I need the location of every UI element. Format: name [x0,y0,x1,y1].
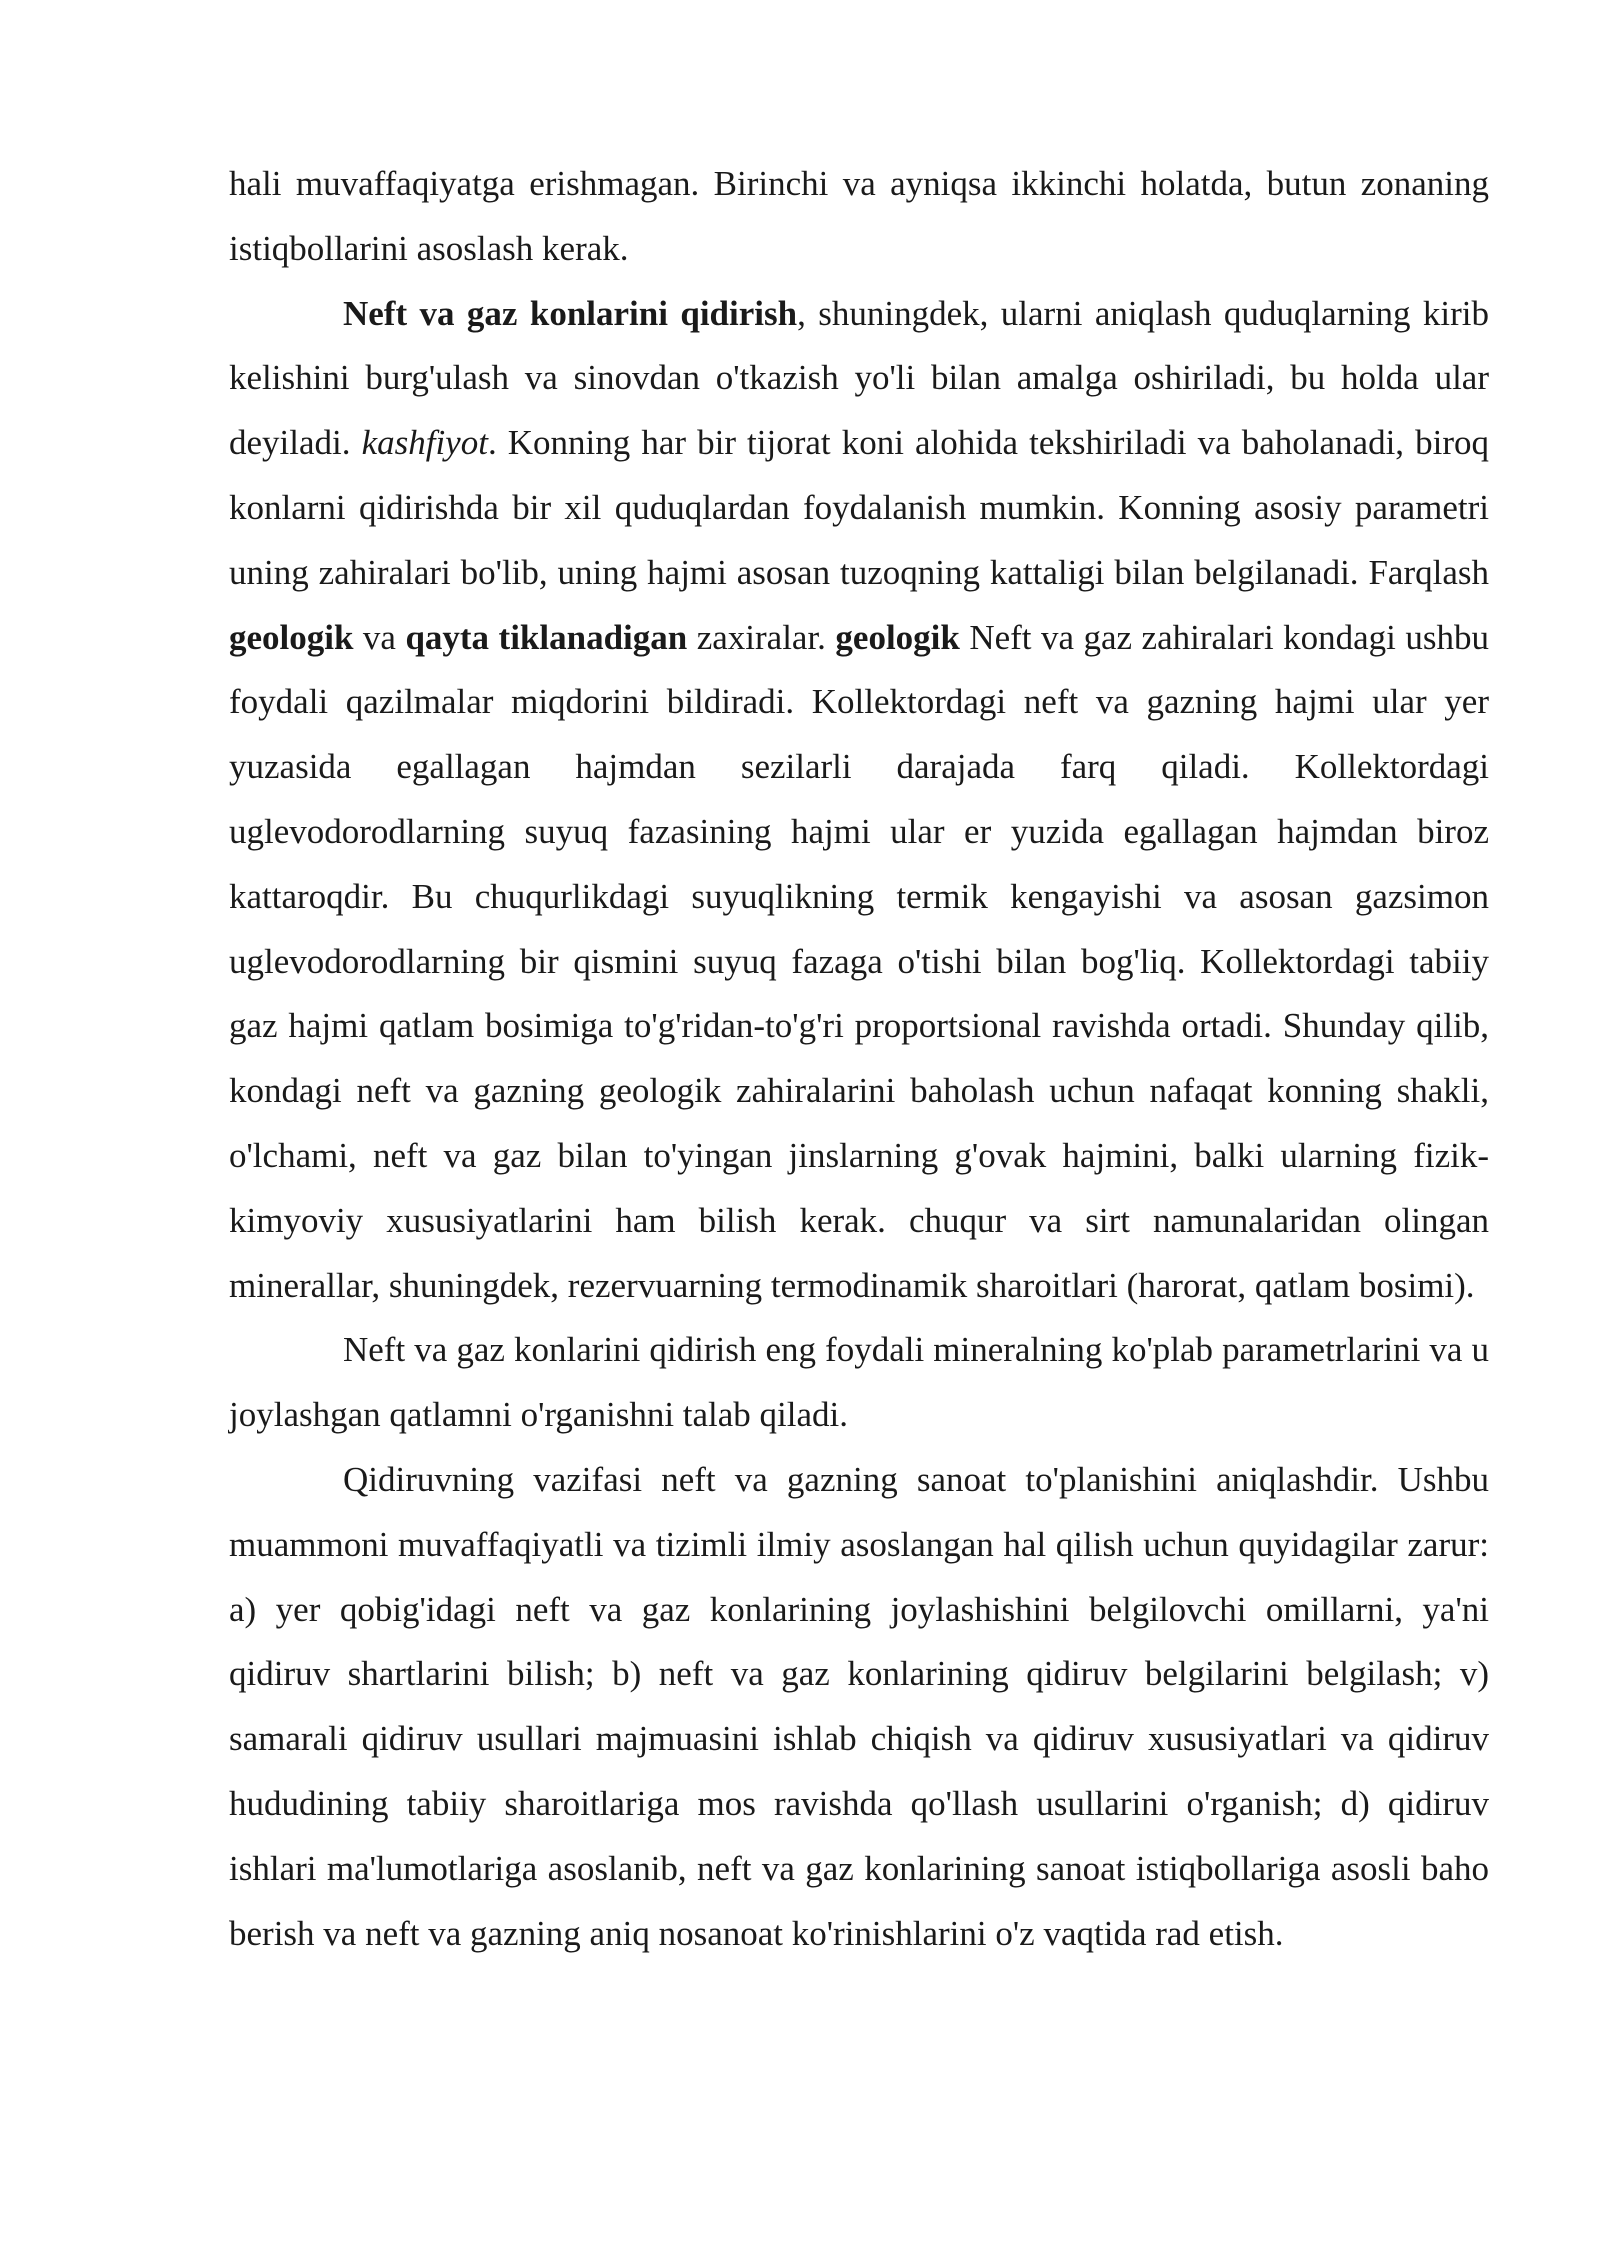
paragraph-1 [229,152,1489,282]
text-run-bold: Neft va gaz konlarini qidirish [343,293,798,333]
text-run: va [353,617,406,657]
paragraph-3 [229,1318,1489,1448]
text-run-bold: qayta tiklanadigan [405,617,688,657]
document-page [229,152,1489,1966]
text-run-bold: geologik [835,617,960,657]
text-run: zaxiralar. [687,617,836,657]
text-run: Neft va gaz zahiralari kondagi ushbu foydali qazilmalar miqdorini bildiradi. Kollektordagi neft va gazning hajmi ular yer yuzasida egallagan hajmdan sezilarli darajada farq qiladi. Kollektordagi uglevodorodlarning suyuq fazasining hajmi ular er yuzida egallagan hajmdan biroz kattaroqdir. Bu chuqurlikdagi suyuqlikning termik kengayishi va asosan gazsimon uglevodorodlarning bir qismini suyuq fazaga o'tishi bilan bog'liq. Kollektordagi tabiiy gaz hajmi qatlam bosimiga to'g'ridan-to'g'ri proportsional ravishda ortadi. Shunday qilib, kondagi neft va gazning geologik zahiralarini baholash uchun nafaqat konning shakli, o'lchami, neft va gaz bilan to'yingan jinslarning g'ovak hajmini, balki ularning fizik-kimyoviy xususiyatlarini ham bilish kerak. chuqur va sirt namunalaridan olingan minerallar, shuningdek, rezervuarning termodinamik sharoitlari (harorat, qatlam bosimi). [229,617,1490,1305]
text-run: . Konning har bir tijorat koni alohida tekshiriladi va baholanadi, biroq konlarni qidirishda bir xil quduqlardan foydalanish mumkin. Konning asosiy parametri uning zahiralari bo'lib, uning hajmi asosan tuzoqning kattaligi bilan belgilanadi. Farqlash [229,423,1489,592]
text-run: , shuningdek, ularni aniqlash quduqlarning kirib kelishini burg'ulash va sinovdan o'tkazish yo'li bilan amalga oshiriladi, bu holda ular deyiladi. [229,293,1489,463]
text-run: Neft va gaz konlarini qidirish eng foydali mineralning ko'plab parametrlarini va u joylashgan qatlamni o'rganishni talab qiladi. [229,1330,1489,1435]
text-run-bold: geologik [229,617,354,657]
text-run: Qidiruvning vazifasi neft va gazning sanoat to'planishini aniqlashdir. Ushbu muammoni muvaffaqiyatli va tizimli ilmiy asoslangan hal qilish uchun quyidagilar zarur: a) yer qobig'idagi neft va gaz konlarining joylashishini belgilovchi omillarni, ya'ni qidiruv shartlarini bilish; b) neft va gaz konlarining qidiruv belgilarini belgilash; v) samarali qidiruv usullari majmuasini ishlab chiqish va qidiruv xususiyatlari va qidiruv hududining tabiiy sharoitlariga mos ravishda qo'llash usullarini o'rganish; d) qidiruv ishlari ma'lumotlariga asoslanib, neft va gaz konlarining sanoat istiqbollariga asosli baho berish va neft va gazning aniq nosanoat ko'rinishlarini o'z vaqtida rad etish. [229,1459,1489,1953]
text-run: hali muvaffaqiyatga erishmagan. Birinchi va ayniqsa ikkinchi holatda, butun zonaning istiqbollarini asoslash kerak. [229,164,1489,268]
paragraph-4 [229,1448,1489,1966]
paragraph-2 [229,282,1489,1319]
text-run-italic: kashfiyot [361,423,488,463]
